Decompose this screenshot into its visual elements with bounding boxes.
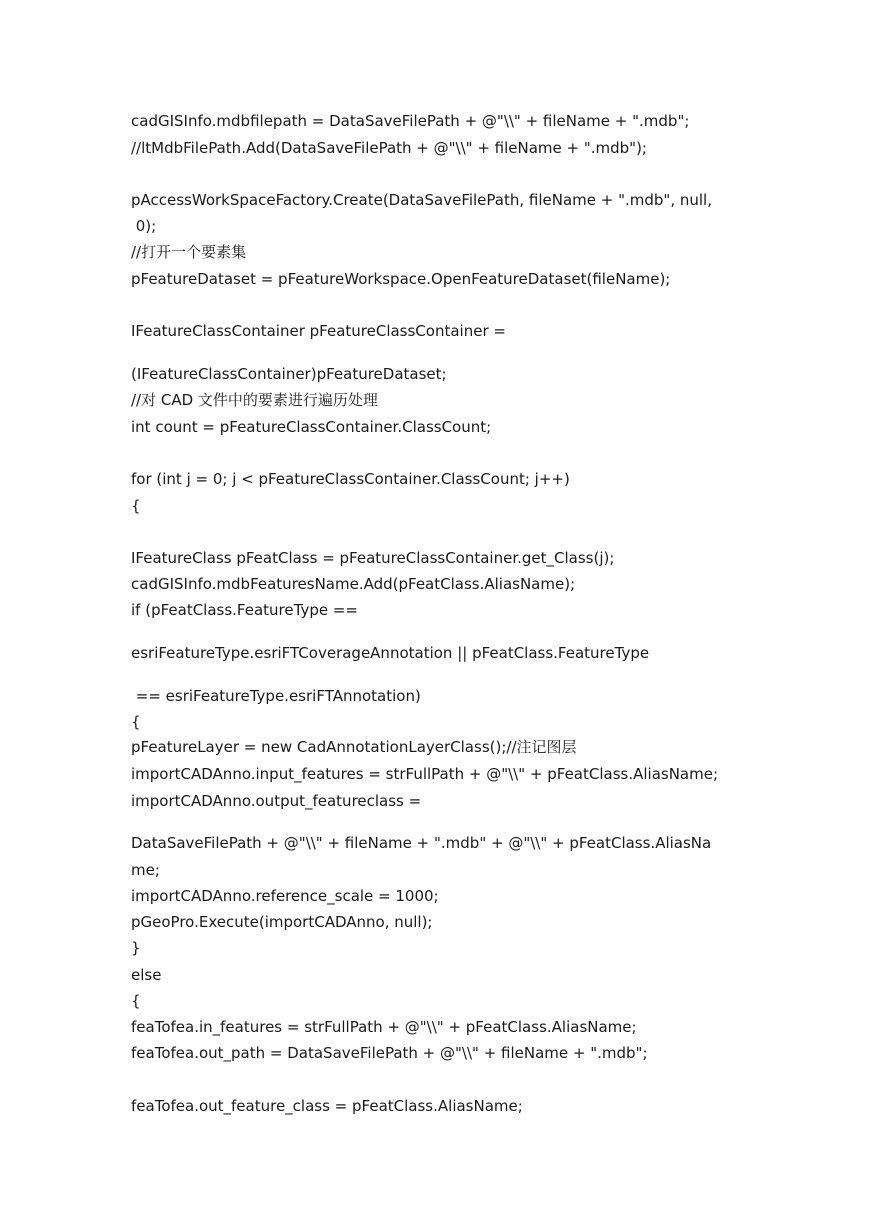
code-line: IFeatureClassContainer pFeatureClassContainer = bbox=[131, 322, 506, 340]
code-line: == esriFeatureType.esriFTAnnotation) bbox=[131, 687, 421, 705]
code-line: } bbox=[131, 939, 141, 957]
code-line: feaTofea.in_features = strFullPath + @"\\" + pFeatClass.AliasName; bbox=[131, 1018, 637, 1036]
code-line: DataSaveFilePath + @"\\" + fileName + ".mdb" + @"\\" + pFeatClass.AliasNa bbox=[131, 834, 712, 852]
code-line: 0); bbox=[131, 217, 157, 235]
code-line: pAccessWorkSpaceFactory.Create(DataSaveFilePath, fileName + ".mdb", null, bbox=[131, 191, 712, 209]
code-line: pFeatureLayer = new CadAnnotationLayerClass();//注记图层 bbox=[131, 738, 577, 756]
code-line: for (int j = 0; j < pFeatureClassContainer.ClassCount; j++) bbox=[131, 470, 570, 488]
code-line: IFeatureClass pFeatClass = pFeatureClassContainer.get_Class(j); bbox=[131, 549, 615, 567]
code-line: { bbox=[131, 497, 141, 515]
comment-line: //打开一个要素集 bbox=[131, 243, 247, 261]
code-line: cadGISInfo.mdbFeaturesName.Add(pFeatClass.AliasName); bbox=[131, 575, 576, 593]
code-line: //ltMdbFilePath.Add(DataSaveFilePath + @"\\" + fileName + ".mdb"); bbox=[131, 139, 647, 157]
code-line: int count = pFeatureClassContainer.ClassCount; bbox=[131, 418, 492, 436]
code-line: esriFeatureType.esriFTCoverageAnnotation || pFeatClass.FeatureType bbox=[131, 644, 650, 662]
code-line: pFeatureDataset = pFeatureWorkspace.OpenFeatureDataset(fileName); bbox=[131, 270, 671, 288]
code-line: importCADAnno.output_featureclass = bbox=[131, 792, 422, 810]
code-line: feaTofea.out_feature_class = pFeatClass.AliasName; bbox=[131, 1097, 523, 1115]
code-line: pGeoPro.Execute(importCADAnno, null); bbox=[131, 913, 433, 931]
code-line: (IFeatureClassContainer)pFeatureDataset; bbox=[131, 365, 447, 383]
code-line: importCADAnno.reference_scale = 1000; bbox=[131, 887, 439, 905]
code-line: me; bbox=[131, 861, 160, 879]
comment-line: //对 CAD 文件中的要素进行遍历处理 bbox=[131, 391, 378, 409]
code-line: feaTofea.out_path = DataSaveFilePath + @"\\" + fileName + ".mdb"; bbox=[131, 1044, 648, 1062]
code-line: { bbox=[131, 713, 141, 731]
code-line: cadGISInfo.mdbfilepath = DataSaveFilePath + @"\\" + fileName + ".mdb"; bbox=[131, 112, 690, 130]
code-line: importCADAnno.input_features = strFullPath + @"\\" + pFeatClass.AliasName; bbox=[131, 765, 719, 783]
code-line: { bbox=[131, 992, 141, 1010]
code-line: if (pFeatClass.FeatureType == bbox=[131, 601, 358, 619]
code-line: else bbox=[131, 966, 162, 984]
